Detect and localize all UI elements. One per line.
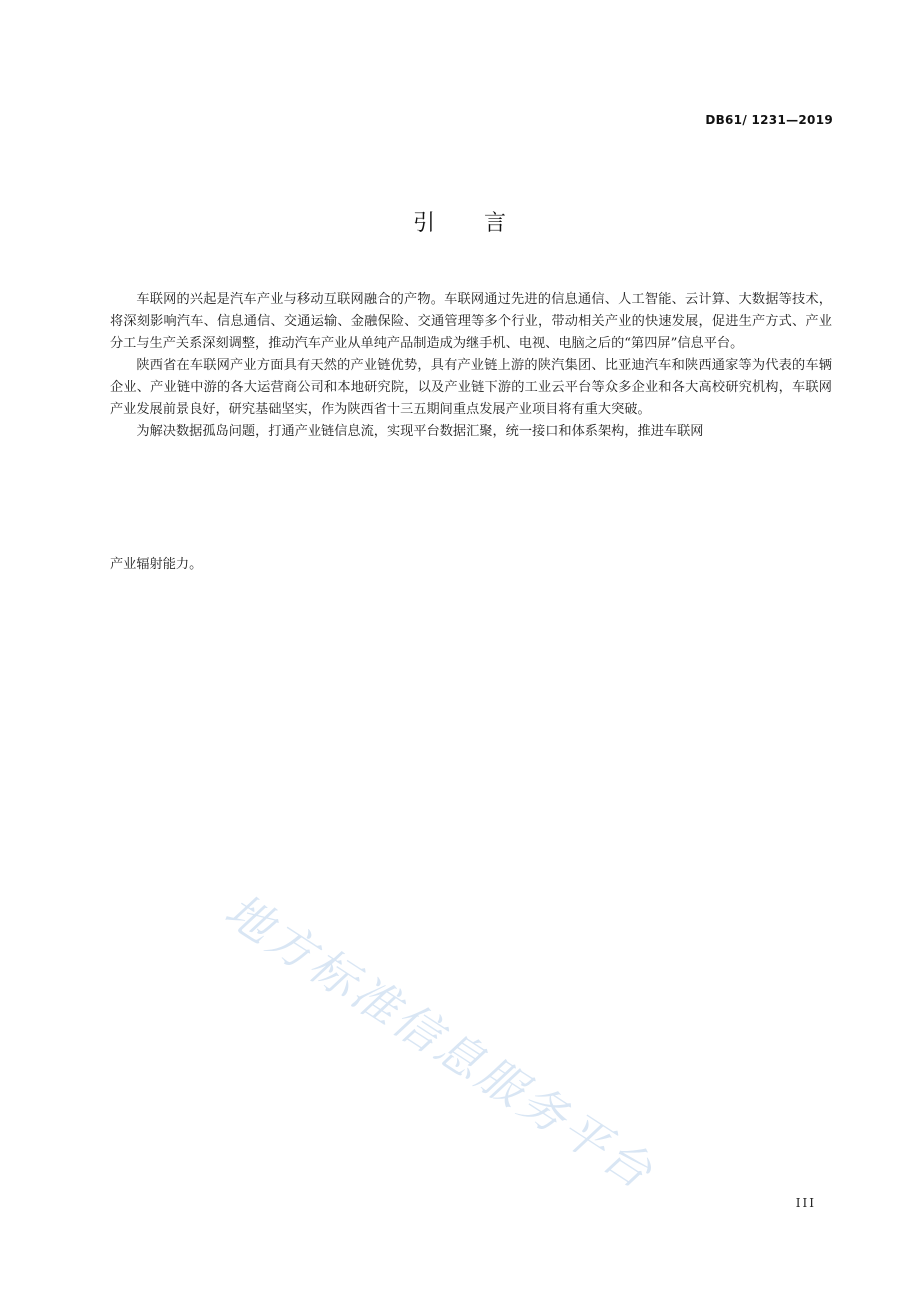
paragraph-1: 车联网的兴起是汽车产业与移动互联网融合的产物。车联网通过先进的信息通信、人工智能、云计算、大数据等技术，将深刻影响汽车、信息通信、交通运输、金融保险、交通管理等多个行业，带动相关产业的快速发展，促进生产方式、产业分工与生产关系深刻调整，推动汽车产业从单纯产品制造成为继手机、电视、电脑之后的“第四屏”信息平台。 [110, 292, 832, 351]
document-code: DB61/ 1231—2019 [705, 113, 833, 127]
page-title-char-1: 引 [412, 211, 436, 236]
paragraph-3: 为解决数据孤岛问题，打通产业链信息流，实现平台数据汇聚，统一接口和体系架构，推进车联网 [136, 424, 704, 439]
page-number: III [795, 1196, 816, 1210]
page-title-char-2: 言 [484, 211, 508, 236]
paragraph-3-continuation: 产业辐射能力。 [110, 557, 203, 572]
introduction-body [110, 289, 832, 443]
paragraph-2: 陕西省在车联网产业方面具有天然的产业链优势，具有产业链上游的陕汽集团、比亚迪汽车和陕西通家等为代表的车辆企业、产业链中游的各大运营商公司和本地研究院，以及产业链下游的工业云平台等众多企业和各大高校研究机构，车联网产业发展前景良好，研究基础坚实，作为陕西省十三五期间重点发展产业项目将有重大突破。 [110, 358, 832, 417]
watermark: 地方标准信息服务平台 [215, 882, 665, 1201]
page-title [0, 206, 920, 237]
